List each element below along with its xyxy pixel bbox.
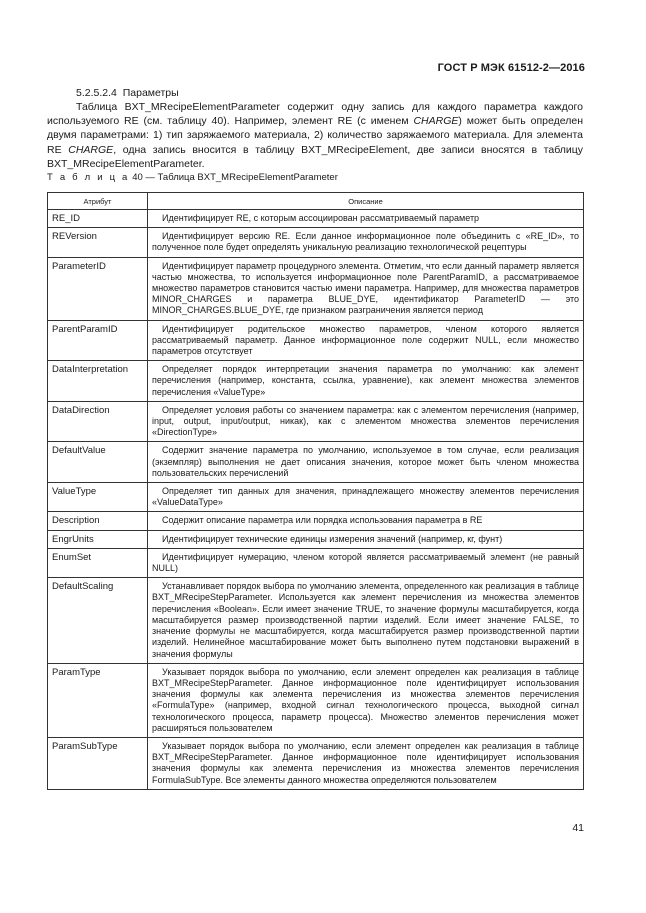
description-cell	[148, 663, 584, 737]
table-row	[48, 483, 584, 512]
description-cell	[148, 320, 584, 361]
section-title: Параметры	[122, 87, 179, 99]
description-cell	[148, 737, 584, 789]
caption-title: 40 — Таблица BXT_MRecipeElementParameter	[132, 172, 338, 183]
description-cell	[148, 442, 584, 483]
parameter-table	[47, 192, 584, 790]
attribute-cell: DefaultScaling	[48, 578, 148, 663]
column-header-attribute: Атрибут	[48, 193, 148, 210]
column-header-description: Описание	[148, 193, 584, 210]
description-cell	[148, 361, 584, 402]
intro-em-1: CHARGE	[413, 115, 459, 128]
attribute-cell: ParameterID	[48, 257, 148, 320]
description-cell	[148, 512, 584, 530]
description-text: Идентифицирует технические единицы измерения значений (например, кг, фунт)	[162, 533, 503, 544]
description-text: Идентифицирует родительское множество параметров, членом которого является рассматриваемый параметр. Данное информационное поле содержит NULL, если множество параметров отсутствует	[152, 323, 579, 357]
description-cell	[148, 401, 584, 442]
table-row	[48, 228, 584, 257]
table-row	[48, 530, 584, 548]
description-cell	[148, 530, 584, 548]
document-header: ГОСТ Р МЭК 61512-2—2016	[437, 62, 585, 74]
description-text: Указывает порядок выбора по умолчанию, если элемент определен как реализация в таблице BXT_MRecipeStepParameter. Данное информационное поле идентифицирует использования значения формулы как элемента перечисления из множества элементов перечисления FormulaSubType. Все элементы данного множества определяются пользователем	[152, 740, 579, 785]
section-number: 5.2.5.2.4	[76, 87, 117, 99]
description-cell	[148, 228, 584, 257]
attribute-cell: REVersion	[48, 228, 148, 257]
description-text: Указывает порядок выбора по умолчанию, если элемент определен как реализация в таблице BXT_MRecipeStepParameter. Данное информационное поле идентифицирует использования значения формулы как элемента перечисления из множества элементов перечисления «FormulaType» (например, входной сигнал технологического процесса, выходной сигнал технологического процесса, параметр процесса). Множество элементов перечисления может расширяться пользователем	[152, 666, 579, 733]
table-header-row	[48, 193, 584, 210]
table-row	[48, 361, 584, 402]
intro-em-2: CHARGE	[68, 143, 114, 156]
attribute-cell: DefaultValue	[48, 442, 148, 483]
description-text: Идентифицирует нумерацию, членом которой является рассматриваемый элемент (не равный NULL)	[152, 551, 579, 574]
attribute-cell: Description	[48, 512, 148, 530]
description-cell	[148, 483, 584, 512]
attribute-cell: ParentParamID	[48, 320, 148, 361]
table-row	[48, 257, 584, 320]
description-text: Идентифицирует версию RE. Если данное информационное поле объединить с «RE_ID», то полученное поле будет определять уникальную реализацию технологической рецептуры	[152, 231, 579, 253]
table-caption	[47, 172, 338, 183]
table-row	[48, 401, 584, 442]
section-heading	[76, 87, 179, 99]
attribute-cell: DataInterpretation	[48, 361, 148, 402]
description-cell	[148, 548, 584, 577]
description-text: Содержит описание параметра или порядка использования параметра в RE	[162, 515, 483, 526]
attribute-cell: EngrUnits	[48, 530, 148, 548]
attribute-cell: ValueType	[48, 483, 148, 512]
attribute-cell: RE_ID	[48, 210, 148, 228]
attribute-cell: ParamType	[48, 663, 148, 737]
description-cell	[148, 257, 584, 320]
caption-label: Т а б л и ц а	[47, 172, 130, 183]
description-text: Определяет тип данных для значения, принадлежащего множеству элементов перечисления «ValueDataType»	[152, 486, 579, 508]
intro-text-2: ) может быть определен двумя параметрами: 1) тип заряжаемого материала, 2) количество заряжаемого материала. Для элемента RE	[47, 115, 583, 156]
table-row	[48, 210, 584, 228]
description-text: Идентифицирует RE, с которым ассоциирован рассматриваемый параметр	[162, 213, 480, 223]
intro-paragraph	[47, 100, 583, 171]
description-cell	[148, 578, 584, 663]
table-row	[48, 442, 584, 483]
attribute-cell: DataDirection	[48, 401, 148, 442]
table-row	[48, 578, 584, 663]
description-cell	[148, 210, 584, 228]
description-text: Определяет порядок интерпретации значения параметра по умолчанию: как элемент перечисления (например, константа, ссылка, уравнение), как элемент множества элементов перечисления «ValueType»	[152, 364, 579, 397]
description-text: Содержит значение параметра по умолчанию, используемое в том случае, если реализация (экземпляр) выполнения не дает описания значения, которое может быть членом множества пользовательских перечислений	[152, 445, 579, 478]
table-row	[48, 548, 584, 577]
attribute-cell: EnumSet	[48, 548, 148, 577]
description-text: Устанавливает порядок выбора по умолчанию элемента, определенного как реализация в таблице BXT_MRecipeStepParameter. Используется как элемент перечисления из множества элементов перечисления «Boolean». Если имеет значение TRUE, то значение формулы масштабируется, когда масштабируется размер производственной партии изделий. Если имеет значение FALSE, то значение формулы не масштабируется, когда масштабируется размер производственной партии изделий. Нелинейное масштабирование может быть выполнено путем подстановки выражений в значения формулы	[152, 581, 579, 659]
intro-text-1: Таблица BXT_MRecipeElementParameter содержит одну запись для каждого параметра каждого используемого RE (см. таблицу 40). Например, элемент RE (с именем	[47, 101, 583, 128]
attribute-cell: ParamSubType	[48, 737, 148, 789]
table-row	[48, 512, 584, 530]
page-number: 41	[572, 822, 584, 834]
table-row	[48, 663, 584, 737]
description-text: Идентифицирует параметр процедурного элемента. Отметим, что если данный параметр является частью множества, то используется информационное поле ParentParamID, а рассматриваемое множество параметров становится частью имени параметра. Например, для множества параметров MINOR_CHARGES и параметра BLUE_DYE, идентификатор ParameterID — это MINOR_CHARGES.BLUE_DYE, где признаком разграничения является период	[152, 260, 579, 316]
table-row	[48, 320, 584, 361]
intro-text-3: , одна запись вносится в таблицу BXT_MRecipeElement, две записи вносятся в таблицу BXT_MRecipeElementParameter.	[47, 143, 583, 170]
table-row	[48, 737, 584, 789]
description-text: Определяет условия работы со значением параметра: как с элементом перечисления (например, input, output, input/output, никак), как с элементом множества элементов перечисления «DirectionType»	[152, 404, 579, 438]
